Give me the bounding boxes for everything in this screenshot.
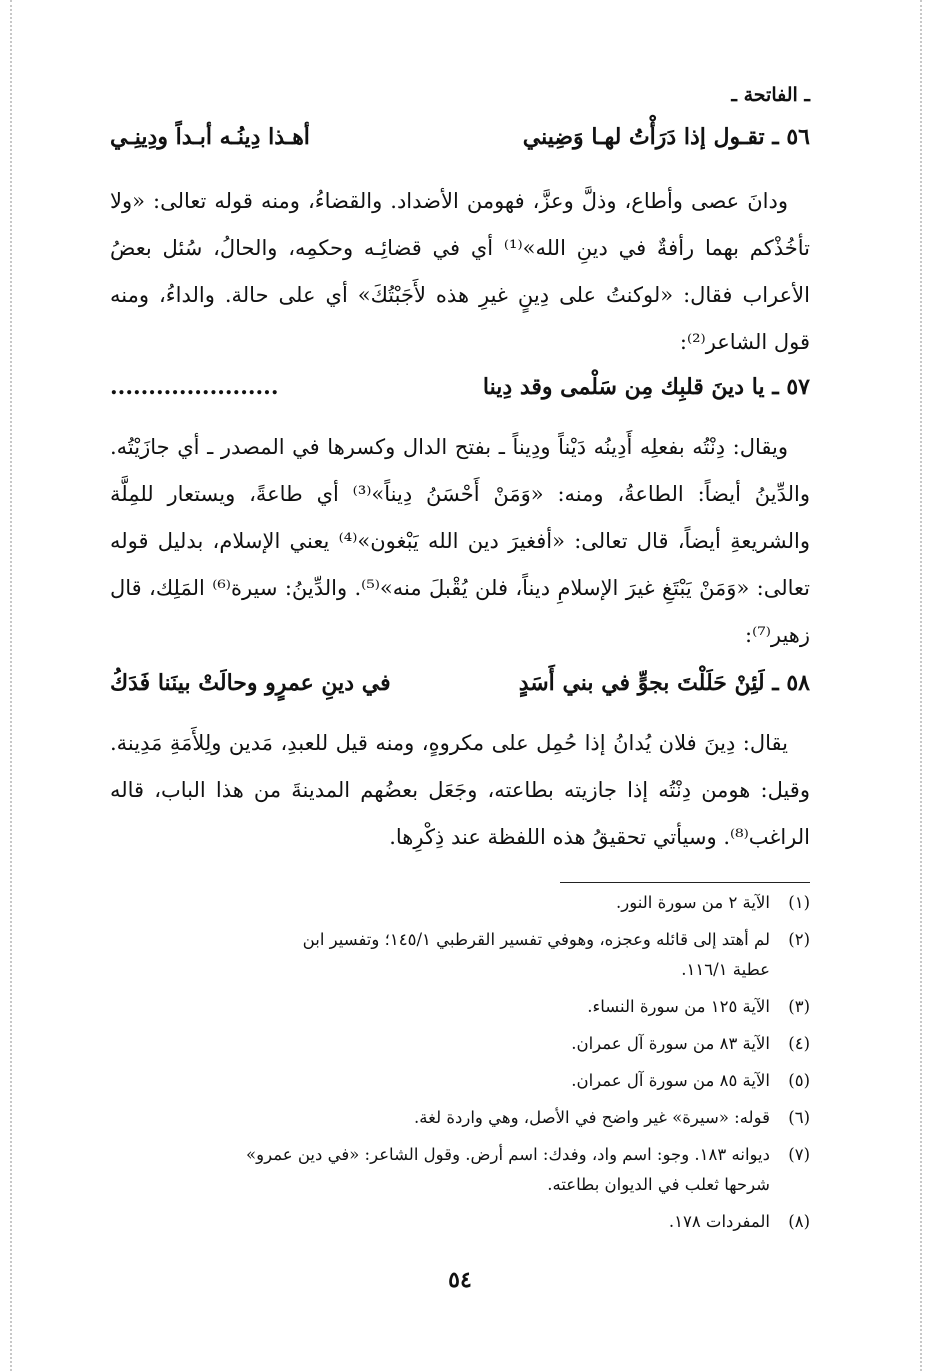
footnotes bbox=[110, 888, 810, 1244]
verse-57-first-hemistich: ٥٧ ـ يا دينَ قلبِك مِن سَلْمى وقد دِينا bbox=[482, 374, 810, 400]
running-header: ـ الفاتحة ـ bbox=[731, 84, 810, 106]
footnote-text: لم أهتد إلى قائله وعجزه، وهوفي تفسير القرطبي ١٤٥/١؛ وتفسير ابن bbox=[302, 930, 770, 949]
book-page bbox=[110, 80, 810, 1370]
footnote-8 bbox=[110, 1207, 810, 1237]
footnote-4 bbox=[110, 1029, 810, 1059]
footnote-number: (٦) bbox=[788, 1108, 810, 1127]
footnote-number: (٥) bbox=[788, 1071, 810, 1090]
footnote-number: (٢) bbox=[788, 930, 810, 949]
footnote-text: المفردات ١٧٨. bbox=[668, 1212, 770, 1231]
footnote-5 bbox=[110, 1066, 810, 1096]
footnote-number: (٤) bbox=[788, 1034, 810, 1053]
right-margin-dots bbox=[920, 0, 922, 1371]
footnote-text: الآية ٨٥ من سورة آل عمران. bbox=[571, 1071, 770, 1090]
paragraph-2: ويقال: دِنْتُه بفعلِه أَدِينُه دَيْناً ودِيناً ـ بفتح الدال وكسرها في المصدر ـ أي جازَيْتُه. والدِّينُ أيضاً: الطاعةُ، ومنه: «وَمَنْ أَحْسَنُ دِيناً»⁽³⁾ أي طاعةً، ويستعار للمِلَّة والشريعةِ أيضاً، قال تعالى: «أفغيرَ دين الله يَبْغون»⁽⁴⁾ يعني الإسلام، بدليل قوله تعالى: «وَمَنْ يَبْتَغِ غيرَ الإسلامِ ديناً، فلن يُقْبلَ منه»⁽⁵⁾. والدِّينُ: سيرة⁽⁶⁾ المَلِك، قال زهير⁽⁷⁾: bbox=[110, 435, 810, 647]
footnote-1 bbox=[110, 888, 810, 918]
footnote-7 bbox=[110, 1140, 810, 1200]
footnote-continuation: شرحها ثعلب في الديوان بطاعته. bbox=[547, 1175, 770, 1194]
footnote-number: (٧) bbox=[788, 1145, 810, 1164]
verse-58-second-hemistich: في دينِ عمرٍو وحالَتْ بينَنا فَدَكُ bbox=[110, 670, 391, 696]
verse-57 bbox=[110, 374, 810, 414]
footnote-separator bbox=[560, 882, 810, 883]
footnote-text: الآية ١٢٥ من سورة النساء. bbox=[587, 997, 770, 1016]
footnote-text: الآية ٢ من سورة النور. bbox=[616, 893, 770, 912]
paragraph-3: يقال: دِينَ فلان يُدانُ إذا حُمِل على مكروهٍ، ومنه قيل للعبدِ، مَدين ولِلأَمَةِ مَدِينة. وقيل: هومن دِنْتُه إذا جازيته بطاعته، وجَعَل بعضُهم المدينةَ من هذا الباب، قاله الراغب⁽⁸⁾. وسيأتي تحقيقُ هذه اللفظة عند ذِكْرِها. bbox=[110, 731, 810, 849]
left-margin-dots bbox=[10, 0, 12, 1371]
footnote-text: قوله: «سيرة» غير واضح في الأصل، وهي واردة لغة. bbox=[414, 1108, 770, 1127]
paragraph-1: ودانَ عصى وأطاع، وذلَّ وعزَّ، فهومن الأضداد. والقضاءُ، ومنه قوله تعالى: «ولا تأخُذْكم بهما رأفةٌ في دينِ الله»⁽¹⁾ أي في قضائِـه وحكمِه، والحالُ، سُئل بعضُ الأعراب فقال: «لوكنتُ على دِينٍ غيرِ هذه لأَجَبْتُكَ» أي على حالة. والداءُ، ومنه قول الشاعر⁽²⁾: bbox=[110, 189, 811, 354]
footnote-number: (٨) bbox=[788, 1212, 810, 1231]
verse-58-first-hemistich: ٥٨ ـ لَئِنْ حَلَلْتَ بجوٍّ في بني أَسَدٍ bbox=[518, 670, 810, 696]
footnote-2 bbox=[110, 925, 810, 985]
footnote-number: (١) bbox=[788, 893, 810, 912]
page-number: ٥٤ bbox=[448, 1267, 472, 1293]
verse-57-ellipsis: ...................... bbox=[110, 374, 279, 400]
footnote-text: الآية ٨٣ من سورة آل عمران. bbox=[571, 1034, 770, 1053]
footnote-text: ديوانه ١٨٣. وجو: اسم واد، وفدك: اسم أرض. وقول الشاعر: «في دين عمرو» bbox=[246, 1145, 770, 1164]
verse-56 bbox=[110, 124, 810, 164]
footnote-3 bbox=[110, 992, 810, 1022]
footnote-number: (٣) bbox=[788, 997, 810, 1016]
footnote-continuation: عطية ١١٦/١. bbox=[681, 960, 770, 979]
verse-58 bbox=[110, 670, 810, 710]
verse-56-first-hemistich: ٥٦ ـ تقـول إذا دَرَأْتُ لهـا وَضِيني bbox=[522, 124, 810, 150]
footnote-6 bbox=[110, 1103, 810, 1133]
verse-56-second-hemistich: أهـذا دِينُـه أبـداً ودِينِـي bbox=[110, 124, 310, 150]
